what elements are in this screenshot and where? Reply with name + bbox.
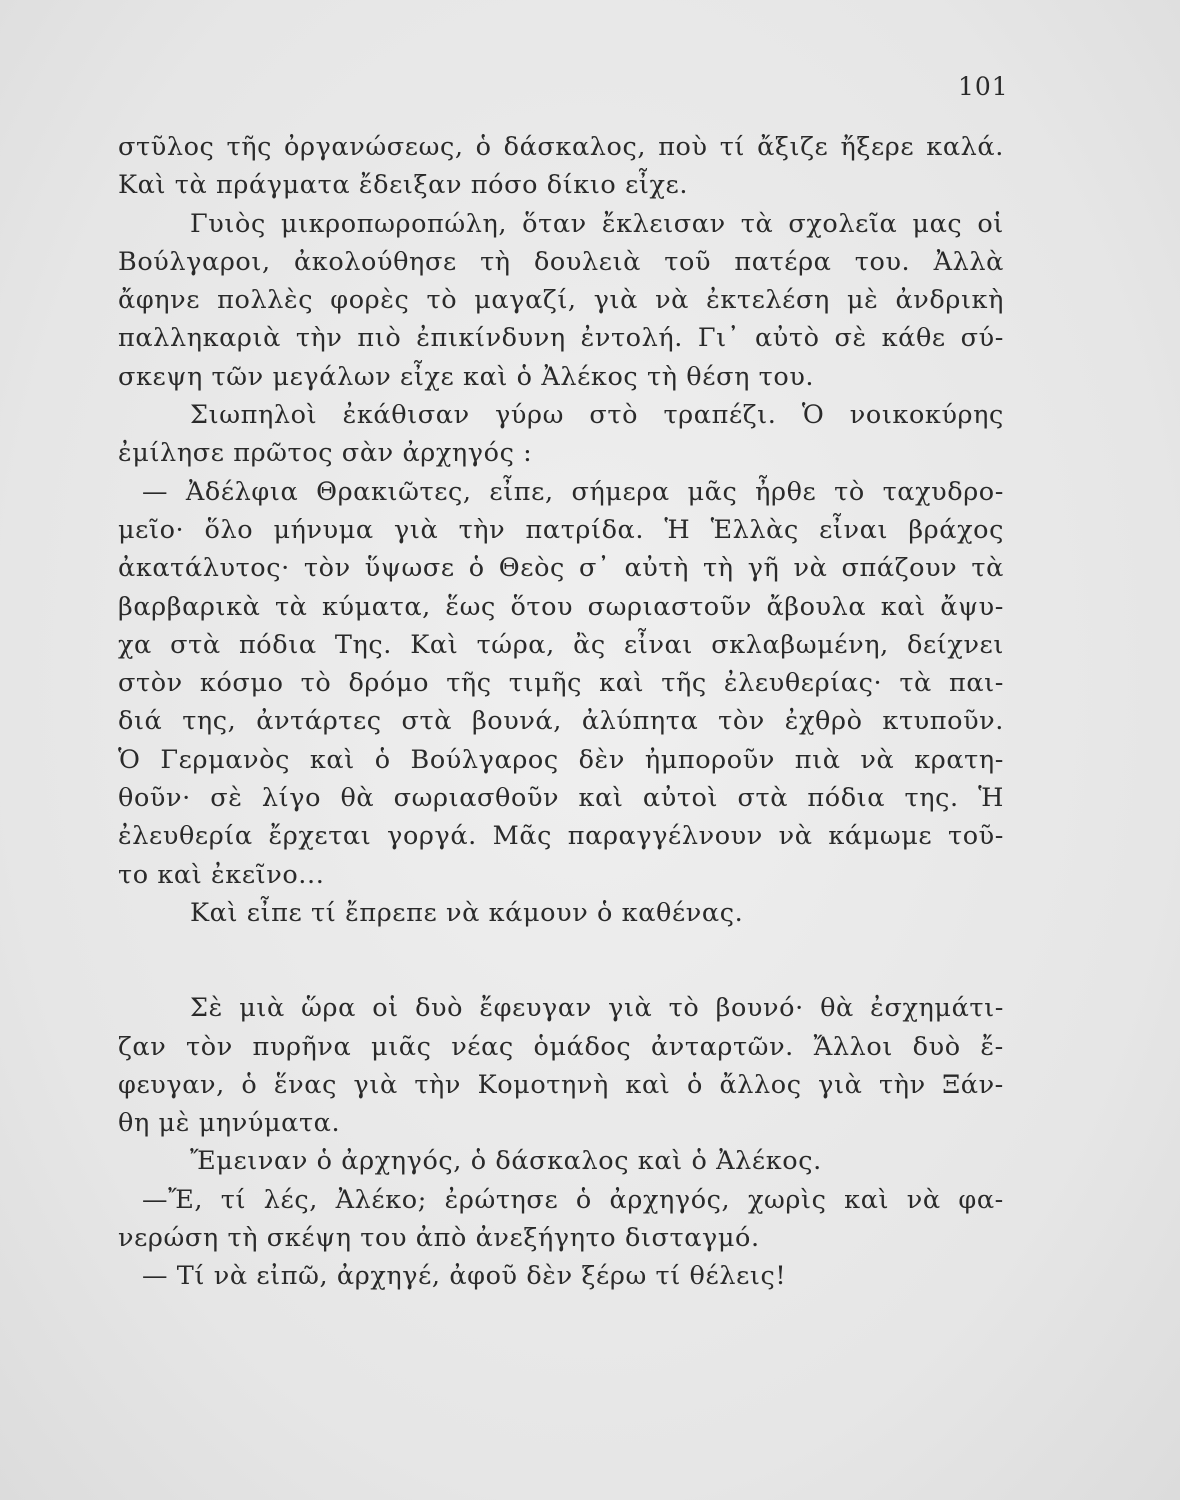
text-line: Βούλγαροι, ἀκολούθησε τὴ δουλειὰ τοῦ πατέρα του. Ἀλλὰ bbox=[118, 246, 1004, 277]
section-break bbox=[118, 932, 1004, 989]
text-line: Καὶ εἶπε τί ἔπρεπε νὰ κάμουν ὁ καθένας. bbox=[190, 897, 744, 928]
text-line: θοῦν· σὲ λίγο θὰ σωριασθοῦν καὶ αὐτοὶ στὰ πόδια της. Ἡ bbox=[118, 783, 1004, 814]
text-line: στῦλος τῆς ὀργανώσεως, ὁ δάσκαλος, ποὺ τί ἄξιζε ἤξερε καλά. bbox=[118, 132, 1004, 162]
text-line: βαρβαρικὰ τὰ κύματα, ἕως ὅτου σωριαστοῦν ἄβουλα καὶ ἄψυ- bbox=[118, 591, 1004, 622]
text-line: στὸν κόσμο τὸ δρόμο τῆς τιμῆς καὶ τῆς ἐλευθερίας· τὰ παι- bbox=[118, 668, 1004, 699]
text-line: ἄφηνε πολλὲς φορὲς τὸ μαγαζί, γιὰ νὰ ἐκτελέση μὲ ἀνδρικὴ bbox=[118, 285, 1004, 316]
text-line: ἐλευθερία ἔρχεται γοργά. Μᾶς παραγγέλνουν νὰ κάμωμε τοῦ- bbox=[118, 821, 1004, 852]
text-line: Ὁ Γερμανὸς καὶ ὁ Βούλγαρος δὲν ἠμποροῦν πιὰ νὰ κρατη- bbox=[118, 744, 1004, 775]
text-line: — Ἀδέλφια Θρακιῶτες, εἶπε, σήμερα μᾶς ἦρθε τὸ ταχυδρο- bbox=[142, 476, 1004, 507]
text-line: Ἔμειναν ὁ ἀρχηγός, ὁ δάσκαλος καὶ ὁ Ἀλέκος. bbox=[190, 1146, 822, 1177]
text-line: — Τί νὰ εἰπῶ, ἀρχηγέ, ἀφοῦ δὲν ξέρω τί θέλεις! bbox=[142, 1261, 787, 1292]
text-line: ἀκατάλυτος· τὸν ὕψωσε ὁ Θεὸς σ᾽ αὐτὴ τὴ γῆ νὰ σπάζουν τὰ bbox=[118, 553, 1004, 584]
page-number: 101 bbox=[958, 72, 1009, 101]
text-line: Καὶ τὰ πράγματα ἔδειξαν πόσο δίκιο εἶχε. bbox=[118, 170, 689, 201]
text-line: διά της, ἀντάρτες στὰ βουνά, ἀλύπητα τὸν ἐχθρὸ κτυποῦν. bbox=[118, 706, 1004, 737]
text-line: ζαν τὸν πυρῆνα μιᾶς νέας ὁμάδος ἀνταρτῶν. Ἄλλοι δυὸ ἔ- bbox=[118, 1031, 1004, 1062]
text-line: θη μὲ μηνύματα. bbox=[118, 1108, 341, 1139]
text-line: Σιωπηλοὶ ἐκάθισαν γύρω στὸ τραπέζι. Ὁ νοικοκύρης bbox=[190, 400, 1004, 431]
text-line: σκεψη τῶν μεγάλων εἶχε καὶ ὁ Ἀλέκος τὴ θέση του. bbox=[118, 361, 815, 392]
text-line: Γυιὸς μικροπωροπώλη, ὅταν ἔκλεισαν τὰ σχολεῖα μας οἱ bbox=[190, 208, 1004, 239]
body-text bbox=[118, 128, 1004, 1296]
text-line: —Ἔ, τί λές, Ἀλέκο; ἐρώτησε ὁ ἀρχηγός, χωρὶς καὶ νὰ φα- bbox=[142, 1184, 1004, 1215]
text-line: μεῖο· ὅλο μήνυμα γιὰ τὴν πατρίδα. Ἡ Ἑλλὰς εἶναι βράχος bbox=[118, 514, 1004, 545]
text-line: Σὲ μιὰ ὥρα οἱ δυὸ ἔφευγαν γιὰ τὸ βουνό· θὰ ἐσχημάτι- bbox=[190, 993, 1004, 1024]
text-line: ἐμίλησε πρῶτος σὰν ἀρχηγός : bbox=[118, 438, 533, 469]
text-line: φευγαν, ὁ ἕνας γιὰ τὴν Κομοτηνὴ καὶ ὁ ἄλλος γιὰ τὴν Ξάν- bbox=[118, 1069, 1004, 1100]
text-line: παλληκαριὰ τὴν πιὸ ἐπικίνδυνη ἐντολή. Γι᾽ αὐτὸ σὲ κάθε σύ- bbox=[118, 323, 1004, 354]
text-line: το καὶ ἐκεῖνο... bbox=[118, 859, 325, 890]
text-line: χα στὰ πόδια Της. Καὶ τώρα, ἂς εἶναι σκλαβωμένη, δείχνει bbox=[118, 629, 1004, 660]
text-line: νερώση τὴ σκέψη του ἀπὸ ἀνεξήγητο δισταγμό. bbox=[118, 1223, 760, 1254]
